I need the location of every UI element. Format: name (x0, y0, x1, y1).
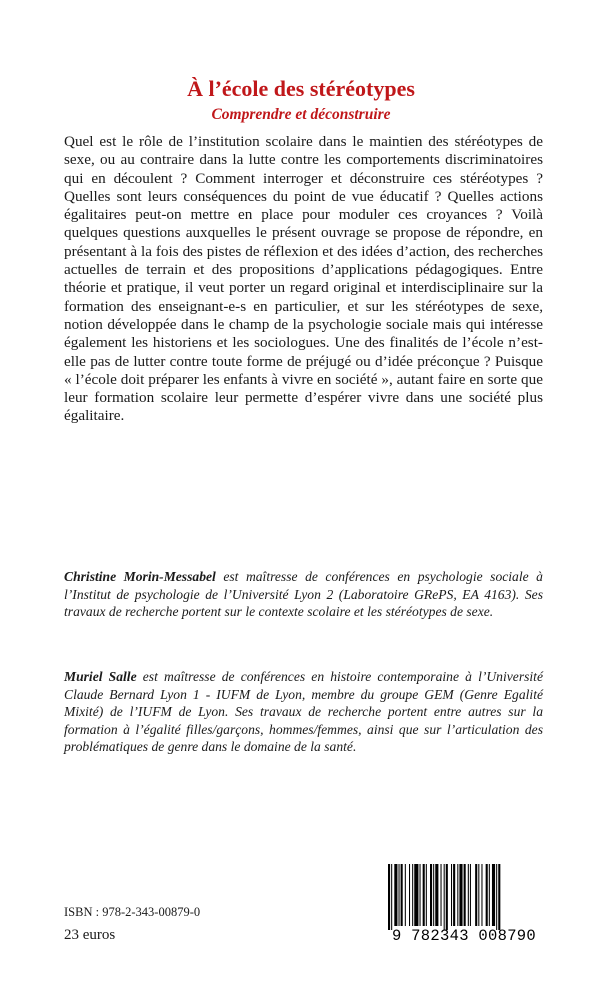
author-bio-1 (64, 568, 543, 621)
barcode-bar (430, 864, 432, 926)
barcode-bar (475, 864, 477, 926)
barcode-bar (412, 864, 413, 926)
barcode-bar (470, 864, 471, 926)
barcode-bar (399, 864, 400, 926)
barcode-bar (451, 864, 452, 926)
barcode-bar (486, 864, 488, 926)
book-subtitle: Comprendre et déconstruire (211, 106, 391, 123)
barcode-bar (496, 864, 497, 930)
barcode-bar (459, 864, 462, 926)
barcode-bar (405, 864, 406, 926)
barcode-bar (391, 864, 392, 930)
barcode-bar (441, 864, 442, 926)
author-bio-2 (64, 668, 543, 756)
barcode-bar (446, 864, 448, 930)
barcode-bar (498, 864, 500, 930)
author-name-1: Christine Morin-Messabel (64, 569, 216, 584)
barcode-bar (435, 864, 438, 926)
barcode-bar (409, 864, 410, 926)
price: 23 euros (64, 927, 116, 943)
barcode-bar (401, 864, 403, 926)
author-bio-text-1: est maîtresse de conférences en psychologie sociale à l’Institut de psychologie de l’Université Lyon 2 (Laboratoire GRePS, EA 4163). Ses travaux de recherche portent sur le contexte scolaire et les stéréotypes de sexe. (64, 569, 543, 620)
barcode-bar (481, 864, 482, 926)
barcode-bar (489, 864, 490, 926)
barcode-bar (444, 864, 445, 930)
author-name-2: Muriel Salle (64, 669, 137, 684)
author-bio-text-2: est maîtresse de conférences en histoire contemporaine à l’Université Claude Bernard Lyon 1 - IUFM de Lyon, membre du groupe GEM (Genre Egalité Mixité) de l’IUFM de Lyon. Ses travaux de recherche portent entre autres sur la formation à l’égalité filles/garçons, hommes/femmes, ainsi que sur l’articulation des problématiques de genre dans le domaine de la santé. (64, 669, 543, 755)
book-title: À l’école des stéréotypes (187, 76, 415, 101)
isbn: ISBN : 978-2-343-00879-0 (64, 905, 201, 919)
barcode-bar (388, 864, 390, 930)
barcode-bar (420, 864, 421, 926)
barcode-bar (478, 864, 479, 926)
barcode-digits: 9 782343 008790 (391, 927, 537, 945)
barcode-bar (394, 864, 397, 926)
barcode-bar (453, 864, 455, 926)
barcode-bar (464, 864, 466, 926)
barcode-bar (468, 864, 469, 926)
book-summary: Quel est le rôle de l’institution scolaire dans le maintien des stéréotypes de sexe, ou au contraire dans la lutte contre les comportements discriminatoires qui en découlent ? Comment interroger et déconstruire ces stéréotypes ? Quelles sont leurs conséquences du point de vue éducatif ? Quelles actions égalitaires peut-on mettre en place pour moduler ces croyances ? Voilà quelques questions auxquelles le présent ouvrage se propose de répondre, en présentant à la fois des pistes de réflexion et des idées d’action, des recherches actuelles de terrain et des propositions d’applications pédagogiques. Entre théorie et pratique, il veut porter un regard original et interdisciplinaire sur la formation des enseignant-e-s en particulier, et sur les stéréotypes de sexe, notion développée dans le champ de la psychologie sociale mais qui intéresse également les historiens et les sociologues. Une des finalités de l’école n’est-elle pas de lutter contre toute forme de préjugé ou d’idée préconçue ? Puisque « l’école doit préparer les enfants à vivre en société », autant faire en sorte que leur formation scolaire leur permette d’espérer vivre dans une société plus égalitaire. (64, 133, 543, 425)
barcode (384, 864, 544, 948)
barcode-bar (423, 864, 425, 926)
barcode-bar (492, 864, 495, 926)
barcode-bar (414, 864, 418, 926)
barcode-bar (426, 864, 427, 926)
barcode-bar (457, 864, 458, 926)
barcode-bar (433, 864, 434, 926)
